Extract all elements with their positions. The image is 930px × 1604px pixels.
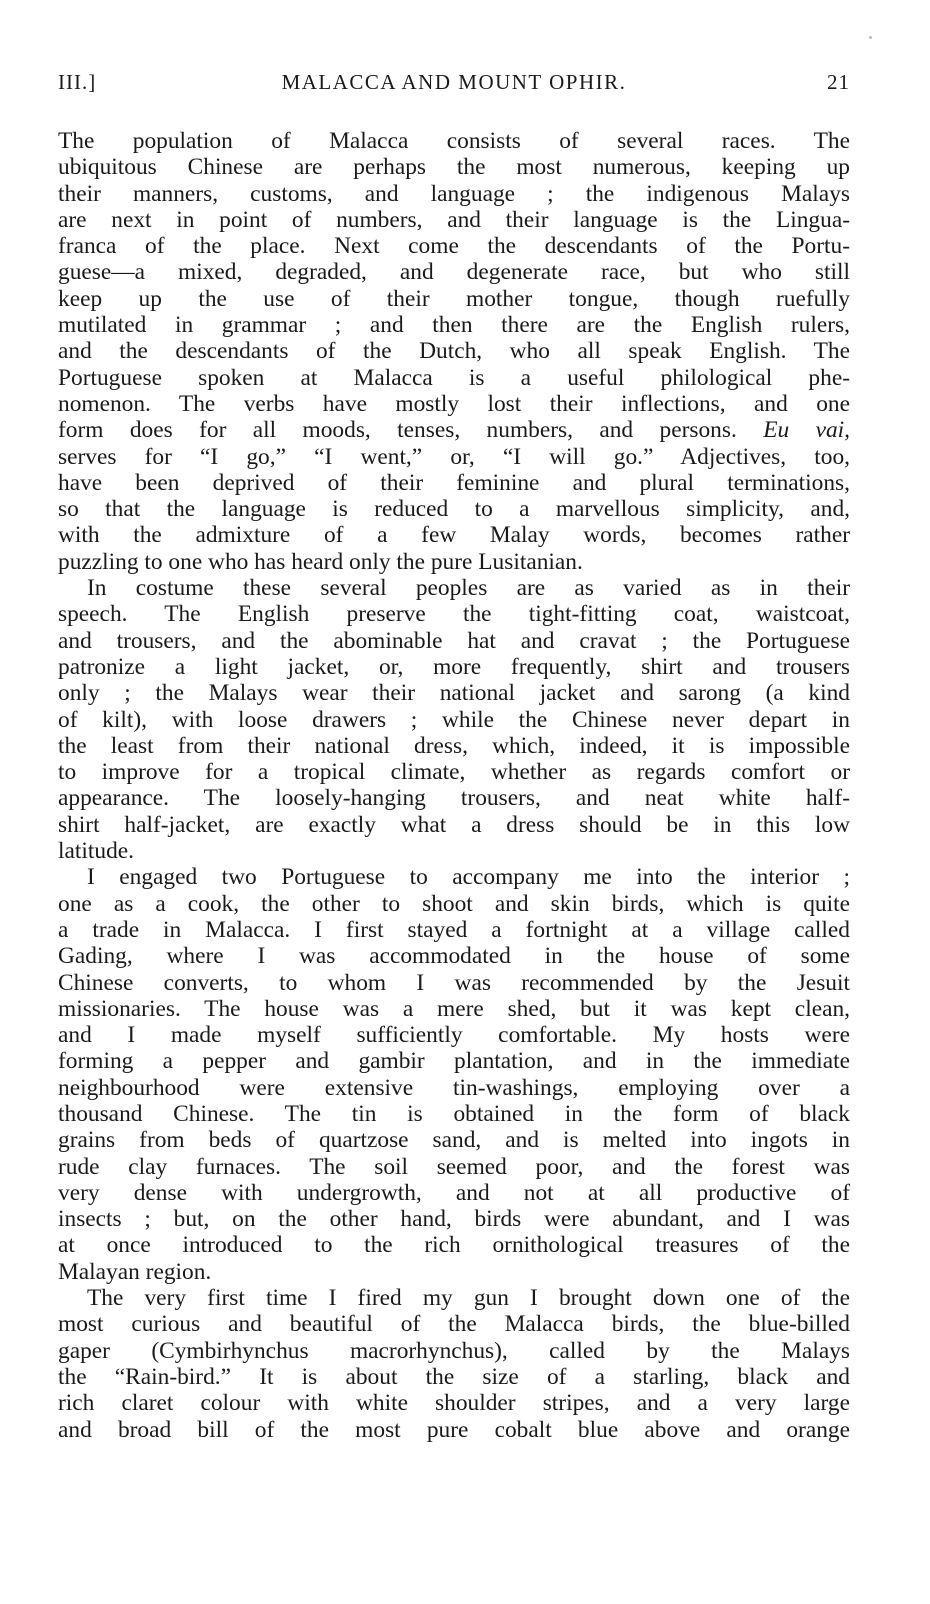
text-line: serves for “I go,” “I went,” or, “I will go.” Adjectives, too,: [58, 443, 850, 470]
text-line: franca of the place. Next come the descendants of the Portu-: [58, 233, 850, 260]
text-line: the least from their national dress, which, indeed, it is impossible: [58, 732, 850, 759]
text-line: only ; the Malays wear their national jacket and sarong (a kind: [58, 680, 850, 707]
text-line: rich claret colour with white shoulder stripes, and a very large: [58, 1390, 850, 1417]
paragraph: [58, 1285, 850, 1443]
text-line: are next in point of numbers, and their language is the Lingua-: [58, 206, 850, 233]
text-line: very dense with undergrowth, and not at all productive of: [58, 1179, 850, 1206]
text-line: missionaries. The house was a mere shed, but it was kept clean,: [58, 995, 850, 1022]
text-line: insects ; but, on the other hand, birds were abundant, and I was: [58, 1206, 850, 1233]
text-line: gaper (Cymbirhynchus macrorhynchus), called by the Malays: [58, 1337, 850, 1364]
text-line: and trousers, and the abominable hat and cravat ; the Portuguese: [58, 627, 850, 654]
paragraph: [58, 864, 850, 1285]
text-line: neighbourhood were extensive tin-washings, employing over a: [58, 1074, 850, 1101]
text-line: speech. The English preserve the tight-fitting coat, waistcoat,: [58, 601, 850, 628]
paragraph: [58, 128, 850, 575]
paragraph: [58, 575, 850, 864]
text-line: mutilated in grammar ; and then there are the English rulers,: [58, 312, 850, 339]
text-line: shirt half-jacket, are exactly what a dress should be in this low: [58, 811, 850, 838]
text-line: of kilt), with loose drawers ; while the Chinese never depart in: [58, 706, 850, 733]
text-line: thousand Chinese. The tin is obtained in the form of black: [58, 1100, 850, 1127]
text-line: Gading, where I was accommodated in the house of some: [58, 943, 850, 970]
text-line: Malayan region.: [58, 1258, 212, 1285]
text-line: guese—a mixed, degraded, and degenerate race, but who still: [58, 259, 850, 286]
text-line: forming a pepper and gambir plantation, and in the immediate: [58, 1048, 850, 1075]
text-line: ubiquitous Chinese are perhaps the most numerous, keeping up: [58, 154, 850, 181]
text-line: their manners, customs, and language ; the indigenous Malays: [58, 180, 850, 207]
text-line: a trade in Malacca. I first stayed a fortnight at a village called: [58, 916, 850, 943]
text-line: with the admixture of a few Malay words, becomes rather: [58, 522, 850, 549]
running-title: MALACCA AND MOUNT OPHIR.: [281, 70, 627, 94]
text-line: The population of Malacca consists of several races. The: [58, 128, 850, 154]
text-line: The very first time I fired my gun I brought down one of the: [87, 1285, 850, 1312]
text-line: most curious and beautiful of the Malacca birds, the blue-billed: [58, 1311, 850, 1338]
text-line: and broad bill of the most pure cobalt blue above and orange: [58, 1416, 850, 1443]
body-text: [58, 128, 850, 1443]
paper-speck: [869, 36, 872, 39]
text-line: so that the language is reduced to a marvellous simplicity, and,: [58, 496, 850, 523]
text-line: keep up the use of their mother tongue, though ruefully: [58, 285, 850, 312]
text-line: have been deprived of their feminine and plural terminations,: [58, 469, 850, 496]
text-line: at once introduced to the rich ornithological treasures of the: [58, 1232, 850, 1259]
text-line: rude clay furnaces. The soil seemed poor, and the forest was: [58, 1153, 850, 1180]
italic-phrase: Eu vai,: [763, 417, 850, 444]
text-line: In costume these several peoples are as varied as in their: [87, 575, 850, 602]
text-line: and the descendants of the Dutch, who all speak English. The: [58, 338, 850, 365]
text-line: form does for all moods, tenses, numbers, and persons. Eu vai,: [58, 417, 850, 444]
text-line: appearance. The loosely-hanging trousers, and neat white half-: [58, 785, 850, 812]
text-line: Chinese converts, to whom I was recommended by the Jesuit: [58, 969, 850, 996]
text-line: the “Rain-bird.” It is about the size of a starling, black and: [58, 1363, 850, 1390]
running-header: [58, 70, 850, 100]
chapter-marker: III.]: [58, 70, 97, 94]
text-line: and I made myself sufficiently comfortable. My hosts were: [58, 1022, 850, 1049]
text-line: nomenon. The verbs have mostly lost their inflections, and one: [58, 390, 850, 417]
text-line: one as a cook, the other to shoot and skin birds, which is quite: [58, 890, 850, 917]
text-line: Portuguese spoken at Malacca is a useful philological phe-: [58, 364, 850, 391]
text-line: grains from beds of quartzose sand, and is melted into ingots in: [58, 1127, 850, 1154]
page-number: 21: [827, 70, 850, 94]
text-line: patronize a light jacket, or, more frequently, shirt and trousers: [58, 653, 850, 680]
text-line: puzzling to one who has heard only the pure Lusitanian.: [58, 548, 583, 575]
text-line: I engaged two Portuguese to accompany me into the interior ;: [87, 864, 850, 891]
text-line: latitude.: [58, 838, 134, 865]
text-line: to improve for a tropical climate, whether as regards comfort or: [58, 759, 850, 786]
